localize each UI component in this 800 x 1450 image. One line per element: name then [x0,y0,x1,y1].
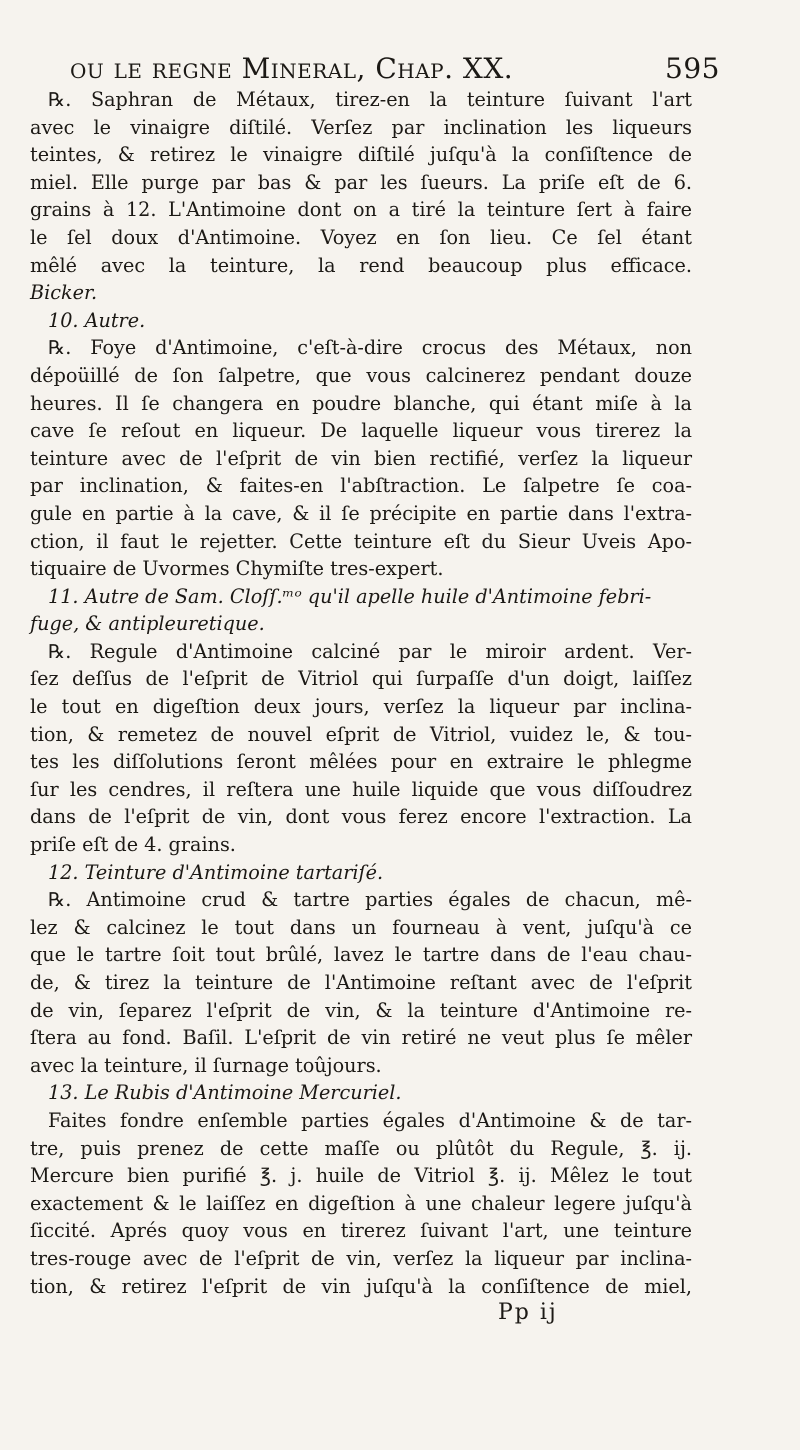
text-line: avec le vinaigre diſtilé. Verſez par inclination les liqueurs [30,115,692,139]
text-line: 10. Autre. [48,308,146,332]
running-head [70,52,720,92]
text-line: tion, & remetez de nouvel eſprit de Vitriol, vuidez le, & tou- [30,722,692,746]
text-line: priſe eſt de 4. grains. [30,833,236,857]
text-line: exactement & le laiſſez en digeſtion à une chaleur legere juſqu'à [30,1191,692,1215]
text-line: de, & tirez la teinture de l'Antimoine reſtant avec de l'eſprit [30,971,692,994]
text-line: 13. Le Rubis d'Antimoine Mercuriel. [48,1081,402,1105]
text-line: teintes, & retirez le vinaigre diſtilé juſqu'à la conſiſtence de [30,143,692,167]
text-line: ℞. Saphran de Métaux, tirez-en la teinture ſuivant l'art [48,88,692,111]
text-line: grains à 12. L'Antimoine dont on a tiré la teinture ſert à faire [30,198,692,222]
text-line: tion, & retirez l'eſprit de vin juſqu'à la conſiſtence de miel, [30,1274,692,1298]
text-line: par inclination, & faites-en l'abſtraction. Le ſalpetre ſe coa- [30,474,692,498]
text-line: mêlé avec la teinture, la rend beaucoup plus efficace. [30,253,692,277]
text-line: ſtera au fond. Baſil. L'eſprit de vin retiré ne veut plus ſe mêler [30,1026,692,1050]
text-line: Mercure bien purifié ℥. j. huile de Vitriol ℥. ij. Mêlez le tout [30,1164,692,1188]
text-line: miel. Elle purge par bas & par les ſueurs. La priſe eſt de 6. [30,170,692,194]
running-head-title: ou le regne Mineral, Chap. XX. [70,52,514,85]
text-line: dépoüillé de ſon ſalpetre, que vous calcinerez pendant douze [30,363,692,387]
text-line: lez & calcinez le tout dans un fourneau à vent, juſqu'à ce [30,915,692,939]
text-line: dans de l'eſprit de vin, dont vous ferez encore l'extraction. La [30,805,692,829]
text-line: de vin, ſeparez l'eſprit de vin, & la teinture d'Antimoine re- [30,998,692,1022]
text-line: le tout en digeſtion deux jours, verſez la liqueur par inclina- [30,695,692,719]
text-line: le ſel doux d'Antimoine. Voyez en ſon lieu. Ce ſel étant [30,225,692,249]
text-line: Bicker. [30,281,98,305]
text-line: tes les diſſolutions ſeront mêlées pour en extraire le phlegme [30,750,692,774]
text-line: avec la teinture, il ſurnage toûjours. [30,1053,382,1077]
text-line: ſez deſſus de l'eſprit de Vitriol qui ſurpaſſe d'un doigt, laiſſez [30,667,692,691]
text-line: ℞. Regule d'Antimoine calciné par le miroir ardent. Ver- [48,639,692,663]
text-line: 11. Autre de Sam. Cloſſ.ᵐᵒ qu'il apelle huile d'Antimoine febri- [48,584,652,608]
page-number: 595 [665,52,720,85]
text-line: ſur les cendres, il reſtera une huile liquide que vous diſſoudrez [30,777,692,801]
text-line: ℞. Foye d'Antimoine, c'eſt-à-dire crocus des Métaux, non [48,336,692,360]
text-line: tiquaire de Uvormes Chymiſte tres-expert. [30,557,444,581]
text-line: tres-rouge avec de l'eſprit de vin, verſez la liqueur par inclina- [30,1246,692,1270]
text-line: que le tartre ſoit tout brûlé, lavez le tartre dans de l'eau chau- [30,943,692,967]
text-line: Faites fondre enſemble parties égales d'Antimoine & de tar- [48,1108,692,1132]
text-line: ℞. Antimoine crud & tartre parties égales de chacun, mê- [48,888,692,912]
text-line: teinture avec de l'eſprit de vin bien rectifié, verſez la liqueur [30,446,692,470]
body-text [30,88,692,1302]
text-line: 12. Teinture d'Antimoine tartariſé. [48,860,384,884]
text-line: ſiccité. Aprés quoy vous en tirerez ſuivant l'art, une teinture [30,1219,692,1243]
text-line: tre, puis prenez de cette maſſe ou plûtôt du Regule, ℥. ij. [30,1136,692,1160]
text-line: heures. Il ſe changera en poudre blanche, qui étant miſe à la [30,391,692,415]
text-line: ction, il faut le rejetter. Cette teinture eſt du Sieur Uveis Apo- [30,529,692,553]
text-line: gule en partie à la cave, & il ſe précipite en partie dans l'extra- [30,501,692,525]
text-line: fuge, & antipleuretique. [30,612,265,636]
text-line: cave ſe reſout en liqueur. De laquelle liqueur vous tirerez la [30,419,692,443]
catchword: Pp ij [498,1300,558,1325]
